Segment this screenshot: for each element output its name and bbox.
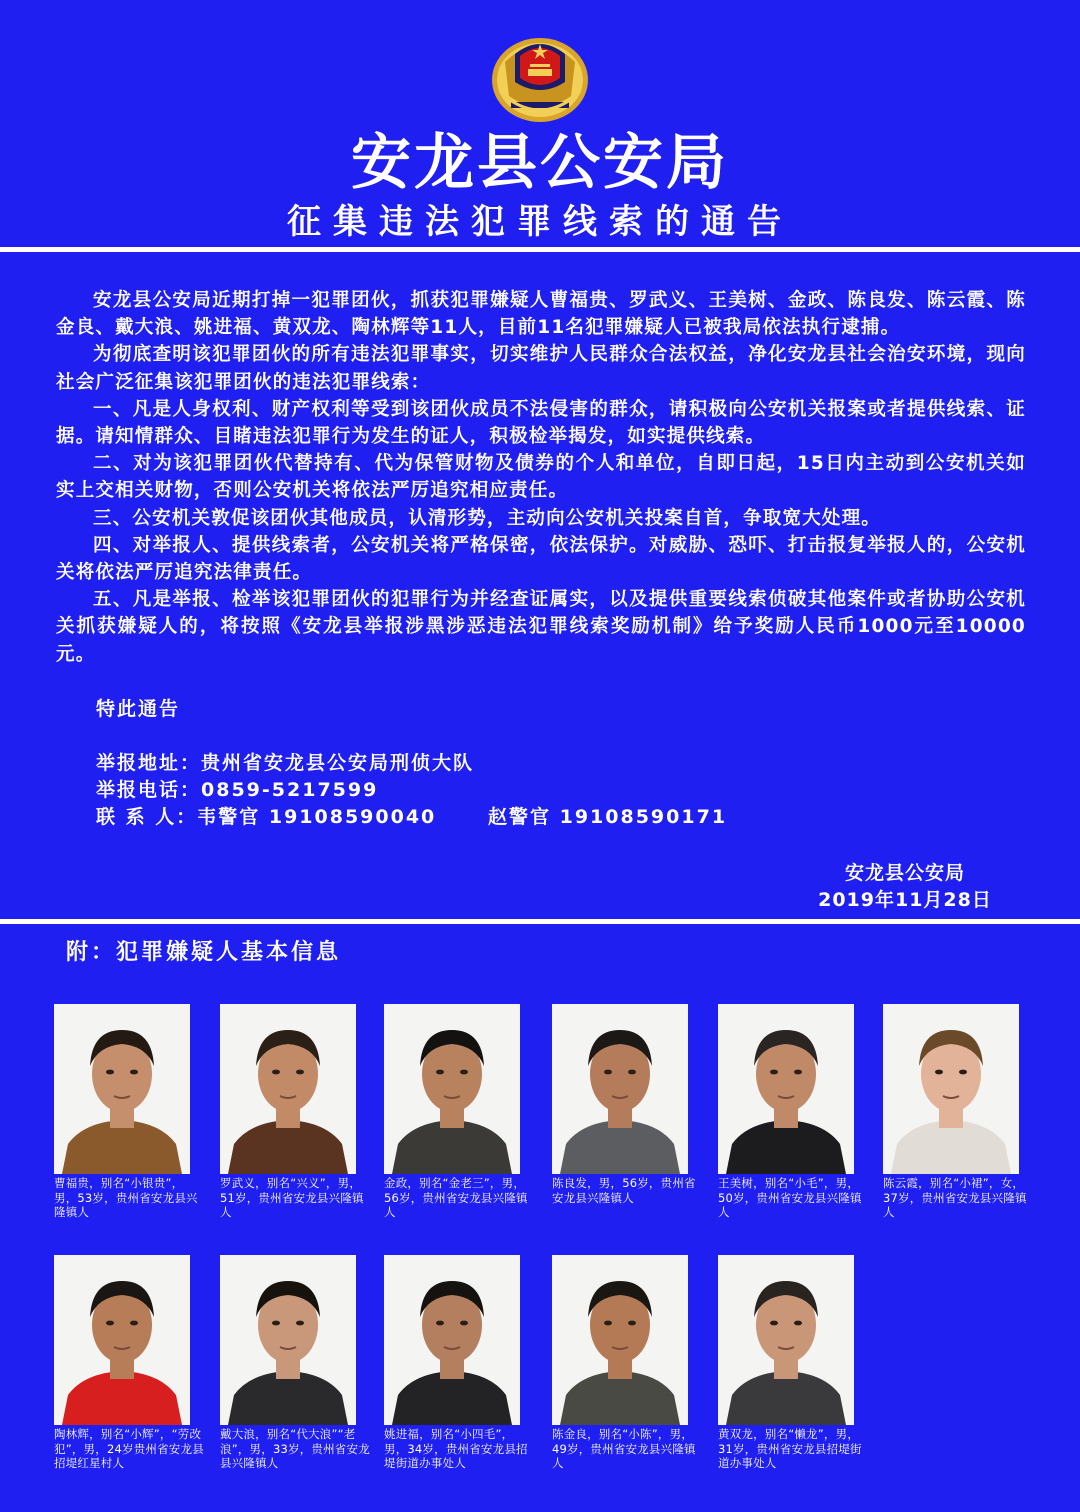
suspect-photo <box>718 1004 854 1174</box>
report-phone <box>96 777 378 804</box>
suspect-caption: 陶林辉，别名“小辉”，“劳改犯”，男，24岁贵州省安龙县招堤红星村人 <box>54 1427 204 1470</box>
notice-paragraph: 为彻底查明该犯罪团伙的所有违法犯罪事实，切实维护人民群众合法权益，净化安龙县社会治安环境，现向社会广泛征集该犯罪团伙的违法犯罪线索： <box>56 344 1026 393</box>
portrait-icon <box>718 1004 854 1174</box>
suspect-card <box>54 1255 204 1471</box>
portrait-icon <box>220 1004 356 1174</box>
notice-paragraph: 安龙县公安局近期打掉一犯罪团伙，抓获犯罪嫌疑人曹福贵、罗武义、王美树、金政、陈良发、陈云霞、陈金良、戴大浪、姚进福、黄双龙、陶林辉等11人，目前11名犯罪嫌疑人已被我局依法执行逮捕。 <box>56 290 1026 339</box>
appendix-divider <box>0 919 1080 924</box>
suspect-caption: 曹福贵，别名“小银贵”，男，53岁，贵州省安龙县兴隆镇人 <box>54 1176 198 1219</box>
notice-paragraph: 五、凡是举报、检举该犯罪团伙的犯罪行为并经查证属实，以及提供重要线索侦破其他案件或者协助公安机关抓获嫌疑人的，将按照《安龙县举报涉黑涉恶违法犯罪线索奖励机制》给予奖励人民币1000元至10000元。 <box>56 589 1026 665</box>
phone-value: 0859-5217599 <box>201 779 379 801</box>
report-address <box>96 750 474 777</box>
contact-2-wrap <box>488 804 727 831</box>
contact-1: 韦警官 19108590040 <box>197 806 437 828</box>
portrait-icon <box>384 1255 520 1425</box>
portrait-icon <box>718 1255 854 1425</box>
police-badge-icon <box>487 22 593 128</box>
signature-org: 安龙县公安局 <box>844 862 965 884</box>
notice-paragraph: 四、对举报人、提供线索者，公安机关将严格保密，依法保护。对威胁、恐吓、打击报复举报人的，公安机关将依法严厉追究法律责任。 <box>56 534 1026 584</box>
portrait-icon <box>54 1004 190 1174</box>
suspect-caption: 陈良发，男，56岁，贵州省安龙县兴隆镇人 <box>552 1176 696 1205</box>
contact-label: 联 系 人： <box>96 806 198 828</box>
suspect-card <box>220 1255 370 1471</box>
suspect-photo <box>883 1004 1019 1174</box>
notice-paragraph: 二、对为该犯罪团伙代替持有、代为保管财物及债券的个人和单位，自即日起，15日内主动到公安机关如实上交相关财物，否则公安机关将依法严厉追究相应责任。 <box>56 453 1026 502</box>
notice-paragraph: 一、凡是人身权利、财产权利等受到该团伙成员不法侵害的群众，请积极向公安机关报案或者提供线索、证据。请知情群众、目睹违法犯罪行为发生的证人，积极检举揭发，如实提供线索。 <box>56 398 1026 448</box>
portrait-icon <box>384 1004 520 1174</box>
phone-label: 举报电话： <box>96 779 202 801</box>
suspect-photo <box>552 1004 688 1174</box>
notice-paragraph: 三、公安机关敦促该团伙其他成员，认清形势，主动向公安机关投案自首，争取宽大处理。 <box>93 507 882 529</box>
portrait-icon <box>220 1255 356 1425</box>
suspect-caption: 陈金良，别名“小陈”，男，49岁，贵州省安龙县兴隆镇人 <box>552 1427 696 1470</box>
suspect-photo <box>384 1255 520 1425</box>
suspect-card <box>552 1004 702 1205</box>
notice-body <box>56 287 1026 668</box>
suspect-photo <box>220 1004 356 1174</box>
suspect-card <box>718 1255 868 1471</box>
contact-2: 赵警官 19108590171 <box>488 806 728 828</box>
suspect-photo <box>54 1004 190 1174</box>
portrait-icon <box>883 1004 1019 1174</box>
suspect-card <box>552 1255 702 1471</box>
portrait-icon <box>552 1255 688 1425</box>
suspect-caption: 陈云霞，别名“小裙”，女，37岁，贵州省安龙县兴隆镇人 <box>883 1176 1027 1219</box>
portrait-icon <box>552 1004 688 1174</box>
portrait-icon <box>54 1255 190 1425</box>
suspect-caption: 姚进福，别名“小四毛”，男，34岁，贵州省安龙县招堤街道办事处人 <box>384 1427 528 1470</box>
suspect-caption: 罗武义，别名“兴义”，男，51岁，贵州省安龙县兴隆镇人 <box>220 1176 364 1219</box>
suspect-photo <box>718 1255 854 1425</box>
signature-date: 2019年11月28日 <box>818 889 992 911</box>
report-contacts <box>96 804 436 831</box>
header-divider <box>0 247 1080 252</box>
suspect-card <box>220 1004 370 1220</box>
suspect-card <box>54 1004 204 1220</box>
appendix-title: 附：犯罪嫌疑人基本信息 <box>66 940 342 965</box>
suspect-caption: 黄双龙，别名“懒龙”，男，31岁，贵州省安龙县招堤街道办事处人 <box>718 1427 862 1470</box>
suspect-card <box>384 1004 534 1220</box>
suspect-photo <box>384 1004 520 1174</box>
suspect-caption: 金政，别名“金老三”，男，56岁，贵州省安龙县兴隆镇人 <box>384 1176 528 1219</box>
org-title: 安龙县公安局 <box>351 128 729 198</box>
special-notice: 特此通告 <box>96 698 181 720</box>
suspect-card <box>718 1004 868 1220</box>
suspect-photo <box>54 1255 190 1425</box>
suspect-caption: 王美树，别名“小毛”，男，50岁，贵州省安龙县兴隆镇人 <box>718 1176 862 1219</box>
notice-title: 征集违法犯罪线索的通告 <box>287 202 793 242</box>
suspect-caption: 戴大浪，别名“代大浪”“老浪”，男，33岁，贵州省安龙县兴隆镇人 <box>220 1427 370 1470</box>
address-label: 举报地址： <box>96 752 202 774</box>
suspect-card <box>384 1255 534 1471</box>
address-value: 贵州省安龙县公安局刑侦大队 <box>201 752 475 774</box>
suspect-card <box>883 1004 1033 1220</box>
suspect-photo <box>552 1255 688 1425</box>
suspect-photo <box>220 1255 356 1425</box>
